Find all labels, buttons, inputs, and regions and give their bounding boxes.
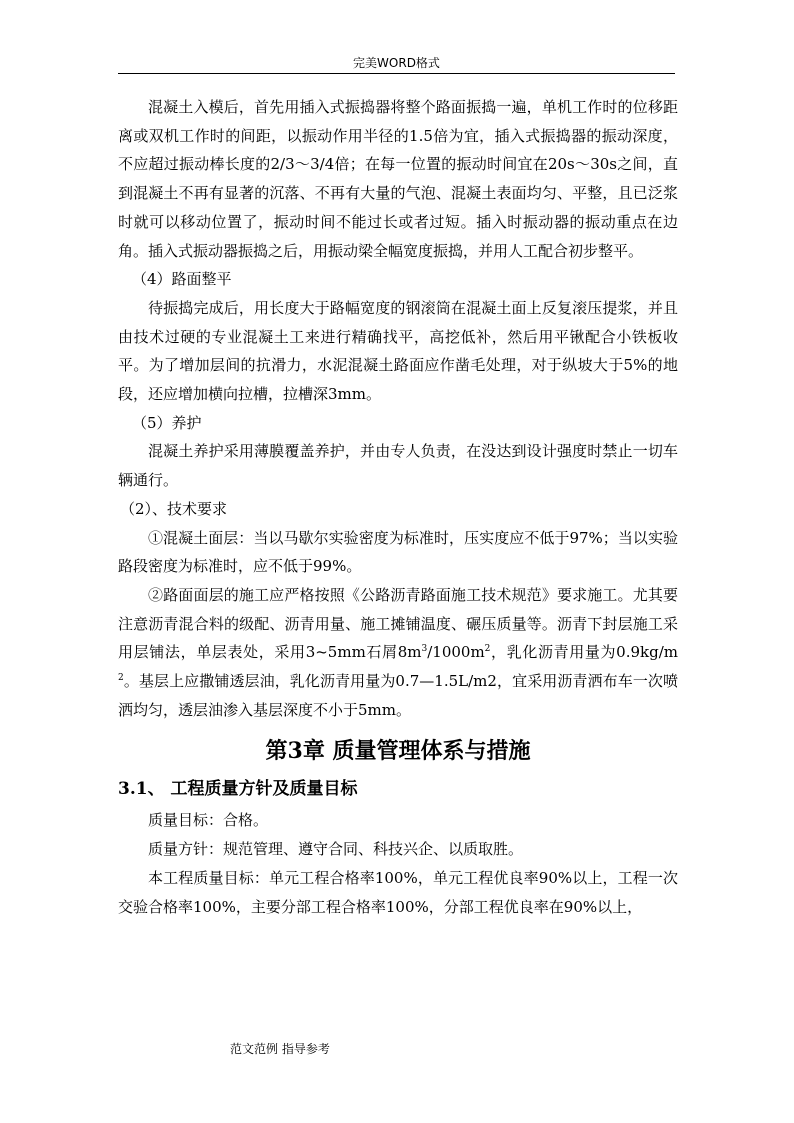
section-title: 3.1、 工程质量方针及质量目标 [118,779,358,800]
header-divider [118,73,675,74]
asphalt-text-a: ②路面面层的施工应严格按照《公路沥青路面施工技术规范》要求施工。尤其要注意沥青混合料的级配、沥青用量、施工摊铺温度、碾压质量等。沥青下封层施工采用层铺法，单层表处，采用3~5mm石屑8m [118,585,678,662]
quality-goal: 质量目标：合格。 [148,811,269,830]
paragraph-curing: 混凝土养护采用薄膜覆盖养护，并由专人负责，在没达到设计强度时禁止一切车辆通行。 [118,442,678,490]
quality-policy: 质量方针：规范管理、遵守合同、科技兴企、以质取胜。 [148,840,524,859]
paragraph-concrete-surface: ①混凝土面层：当以马歇尔实验密度为标准时，压实度应不低于97%；当以实验路段密度为标准时，应不低于99%。 [118,528,678,576]
asphalt-text-c: ，乳化沥青用量为0.9kg/m [490,643,678,662]
paragraph-asphalt-surface [118,581,678,725]
quality-targets: 本工程质量目标：单元工程合格率100%，单元工程优良率90%以上，工程一次交验合格率100%，主要分部工程合格率100%，分部工程优良率在90%以上， [118,868,678,916]
heading-road-leveling: （4）路面整平 [132,270,232,289]
page-footer: 范文范例 指导参考 [230,1042,330,1056]
superscript-2: 2 [484,644,491,655]
page-header: 完美WORD格式 [353,56,440,70]
document-body [118,93,678,921]
chapter-title: 第3章 质量管理体系与措施 [265,738,531,765]
superscript-3: 3 [421,644,428,655]
heading-curing: （5）养护 [132,413,202,432]
superscript-2b: 2 [118,673,124,684]
paragraph-vibration: 混凝土入模后，首先用插入式振捣器将整个路面振捣一遍，单机工作时的位移距离或双机工作时的间距，以振动作用半径的1.5倍为宜，插入式振捣器的振动深度，不应超过振动棒长度的2/3～3/4倍；在每一位置的振动时间宜在20s～30s之间，直到混凝土不再有显著的沉落、不再有大量的气泡、混凝土表面均匀、平整，且已泛浆时就可以移动位置了，振动时间不能过长或者过短。插入时振动器的振动重点在边角。插入式振动器振捣之后，用振动梁全幅宽度振捣，并用人工配合初步整平。 [118,98,678,260]
asphalt-text-b: /1000m [427,643,485,662]
heading-technical-requirements: （2）、技术要求 [120,499,228,518]
asphalt-text-d: 。基层上应撒铺透层油，乳化沥青用量为0.7—1.5L/m2，宜采用沥青洒布车一次喷洒均匀，透层油渗入基层深度不小于5mm。 [118,672,678,719]
paragraph-leveling: 待振捣完成后，用长度大于路幅宽度的钢滚筒在混凝土面上反复滚压提浆，并且由技术过硬的专业混凝土工来进行精确找平，高挖低补，然后用平锹配合小铁板收平。为了增加层间的抗滑力，水泥混凝土路面应作凿毛处理，对于纵坡大于5%的地段，还应增加横向拉槽，拉槽深3mm。 [118,298,678,404]
